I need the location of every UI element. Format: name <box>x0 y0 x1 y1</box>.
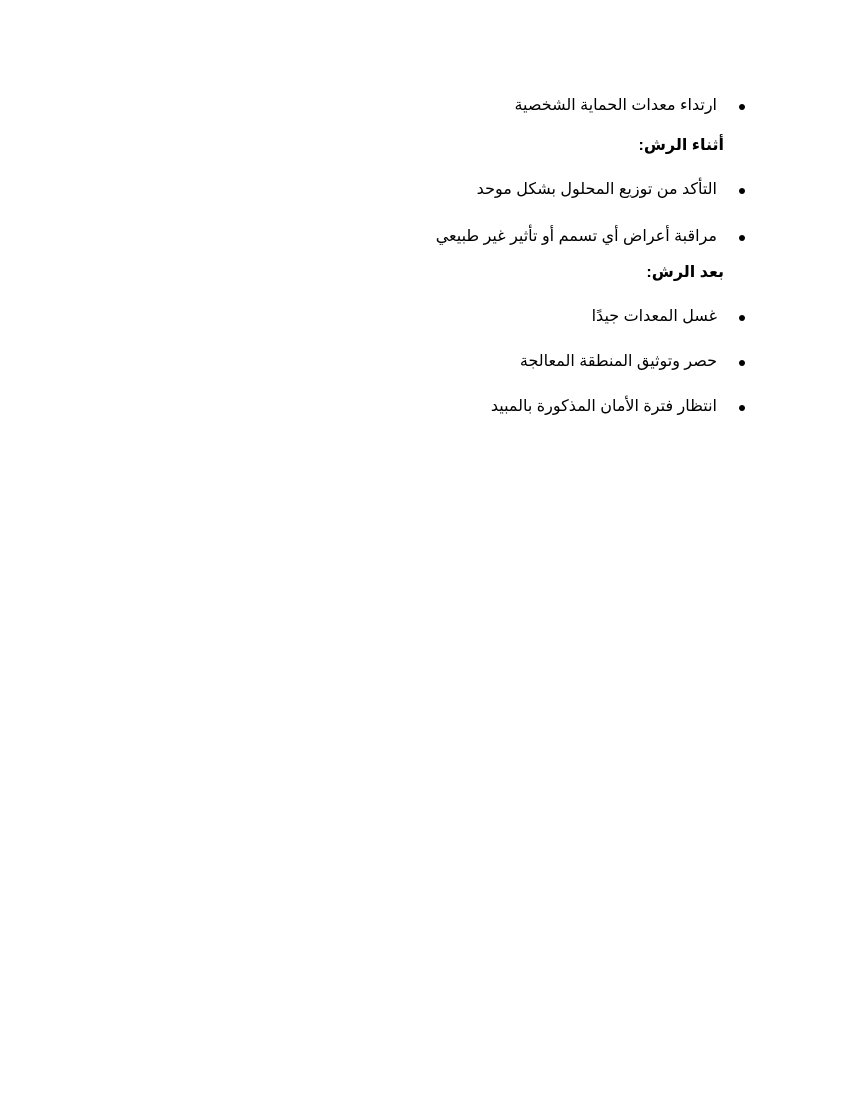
list-item <box>350 348 750 376</box>
list-item-text: انتظار فترة الأمان المذكورة بالمبيد <box>490 398 717 415</box>
bullet-icon <box>739 405 745 411</box>
section-heading-after: بعد الرش: <box>646 264 724 281</box>
bullet-icon <box>739 315 745 321</box>
bullet-icon <box>739 104 745 110</box>
list-item <box>350 92 750 120</box>
list-item-text: مراقبة أعراض أي تسمم أو تأثير غير طبيعي <box>435 228 717 245</box>
bullet-icon <box>739 235 745 241</box>
list-item <box>350 303 750 331</box>
list-item <box>350 393 750 421</box>
list-item-text: ارتداء معدات الحماية الشخصية <box>514 97 717 114</box>
section-heading-during: أثناء الرش: <box>638 137 724 154</box>
list-item <box>350 176 750 204</box>
bullet-icon <box>739 360 745 366</box>
list-item <box>350 223 750 251</box>
bullet-icon <box>739 188 745 194</box>
instructions-list <box>350 92 750 421</box>
list-item-text: حصر وتوثيق المنطقة المعالجة <box>519 353 717 370</box>
list-item-text: غسل المعدات جيدًا <box>591 308 717 325</box>
list-item-text: التأكد من توزيع المحلول بشكل موحد <box>476 181 717 198</box>
